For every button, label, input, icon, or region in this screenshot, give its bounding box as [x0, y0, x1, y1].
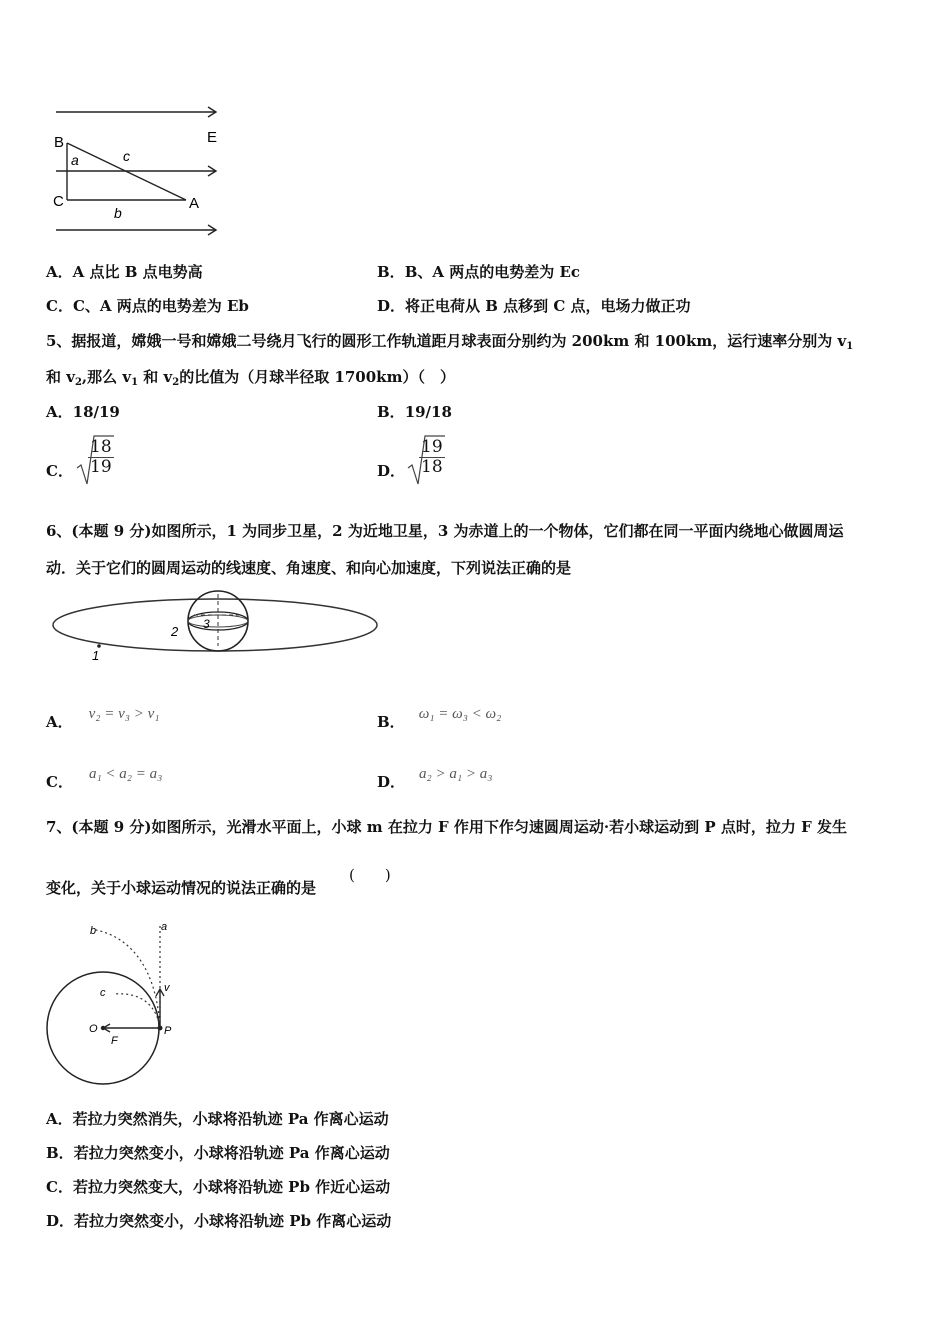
q4-option-c[interactable]: C．C、A 两点的电势差为 Eb	[46, 297, 249, 315]
q6-label-2: 2	[171, 624, 179, 639]
q4-field-figure	[50, 100, 230, 240]
q5-option-a[interactable]: A．18/19	[46, 403, 120, 421]
q4-label-E: E	[207, 129, 218, 146]
q7-label-a: a	[161, 921, 168, 933]
q7-circular-motion-figure	[44, 918, 184, 1098]
q6-option-b[interactable]: B． ω₁ = ω₃ < ω₂	[377, 706, 502, 731]
q7-option-d[interactable]: D．若拉力突然变小，小球将沿轨迹 Pb 作离心运动	[46, 1212, 392, 1230]
q4-label-b: b	[114, 205, 122, 221]
q6-option-d[interactable]: D． a₂ > a₁ > a₃	[377, 766, 493, 791]
q5-stem-line1: 5、据报道，嫦娥一号和嫦娥二号绕月飞行的圆形工作轨道距月球表面分别约为 200km 和 100km，运行速率分别为 $v_1$	[46, 332, 854, 352]
q5-option-b[interactable]: B．19/18	[377, 403, 452, 421]
q7-option-b[interactable]: B．若拉力突然变小，小球将沿轨迹 Pa 作离心运动	[46, 1144, 390, 1162]
q7-stem-line2: 变化，关于小球运动情况的说法正确的是	[46, 879, 317, 897]
q6-orbit-figure	[50, 588, 390, 678]
q4-label-B: B	[54, 134, 65, 151]
q6-label-3: 3	[203, 617, 210, 631]
q4-label-c: c	[123, 148, 130, 164]
q7-option-c[interactable]: C．若拉力突然变大，小球将沿轨迹 Pb 作近心运动	[46, 1178, 391, 1196]
q4-label-a: a	[71, 152, 79, 168]
q7-label-c: c	[100, 987, 106, 999]
q6-option-a[interactable]: A． v₂ = v₃ > v₁	[46, 706, 160, 731]
q5-stem-line2: 和 $v_2$,那么 $v_1$ 和 $v_2$的比值为（月球半径取 1700km）（ ）	[46, 368, 455, 388]
q5-option-d-fraction: $\frac{19}{18}$	[421, 437, 443, 477]
q7-label-F: F	[111, 1035, 118, 1047]
q4-option-b[interactable]: B．B、A 两点的电势差为 Ec	[377, 263, 581, 281]
q7-label-O: O	[89, 1023, 98, 1035]
q7-label-P: P	[164, 1025, 172, 1037]
q6-stem-line2: 动．关于它们的圆周运动的线速度、角速度、和向心加速度，下列说法正确的是	[46, 559, 572, 577]
q7-label-b: b	[90, 925, 97, 937]
q4-option-a[interactable]: A．A 点比 B 点电势高	[46, 263, 203, 281]
q5-option-c[interactable]: C．	[46, 462, 73, 480]
q4-label-C: C	[53, 193, 64, 210]
q4-label-A: A	[189, 195, 200, 212]
q7-stem-line1: 7、(本题 9 分)如图所示，光滑水平面上，小球 m 在拉力 F 作用下作匀速圆周运动·若小球运动到 P 点时，拉力 F 发生	[46, 818, 847, 836]
q7-option-a[interactable]: A．若拉力突然消失，小球将沿轨迹 Pa 作离心运动	[46, 1110, 389, 1128]
q7-answer-paren: ( )	[349, 866, 391, 884]
q7-label-v: v	[164, 982, 170, 994]
q5-option-c-fraction: $\frac{18}{19}$	[90, 437, 112, 477]
q4-option-d[interactable]: D．将正电荷从 B 点移到 C 点，电场力做正功	[377, 297, 691, 315]
q5-option-d[interactable]: D．	[377, 462, 406, 480]
q6-option-c[interactable]: C． a₁ < a₂ = a₃	[46, 766, 163, 791]
q6-label-1: 1	[92, 648, 100, 663]
q6-stem-line1: 6、(本题 9 分)如图所示，1 为同步卫星，2 为近地卫星，3 为赤道上的一个物体，它们都在同一平面内绕地心做圆周运	[46, 522, 844, 540]
